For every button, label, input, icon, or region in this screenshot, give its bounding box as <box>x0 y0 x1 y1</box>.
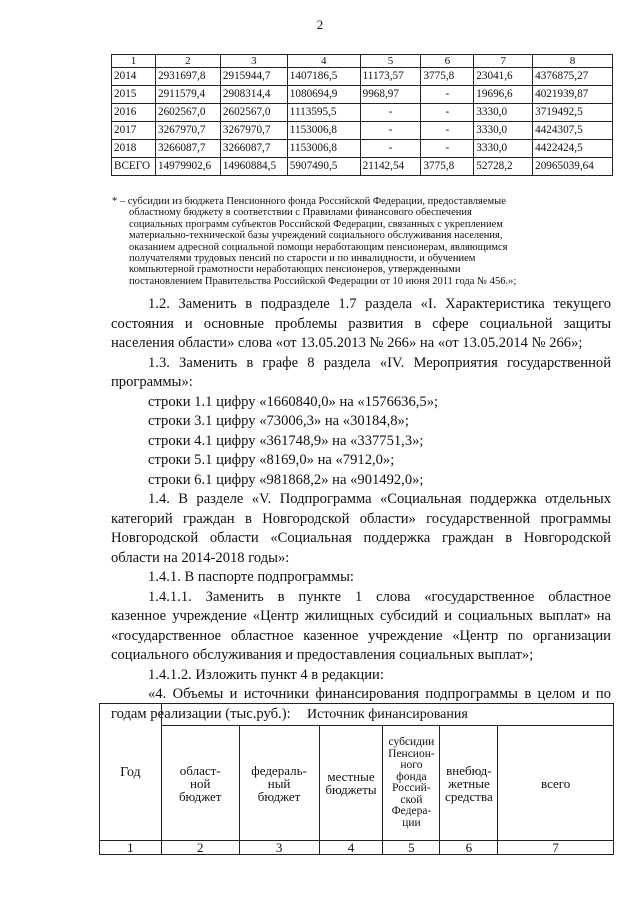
column-header: внебюд- жетные средства <box>440 726 498 841</box>
text-line: 1.2. Заменить в подразделе 1.7 раздела «I. Характеристика текущего <box>148 296 611 312</box>
column-number: 6 <box>440 841 498 855</box>
footnote-line: компьютерной грамотности неработающих пенсионеров, утвержденными <box>129 264 461 276</box>
value-cell: - <box>360 104 421 122</box>
table-row <box>112 86 613 104</box>
value-cell: 3267970,7 <box>220 122 287 140</box>
column-number: 3 <box>239 841 319 855</box>
value-cell: 11173,57 <box>360 68 421 86</box>
column-header: федераль- ный бюджет <box>239 726 319 841</box>
paragraph-1-4-1: 1.4.1. В паспорте подпрограммы: <box>148 569 354 585</box>
value-cell: 2911579,4 <box>155 86 220 104</box>
text-line: области на 2014-2018 годы»: <box>111 549 290 566</box>
replacement-item: строки 6.1 цифру «981868,2» на «901492,0»; <box>148 471 424 488</box>
value-cell: 3719492,5 <box>533 104 613 122</box>
table-row <box>112 104 613 122</box>
text-line: Новгородской области «Социальная поддержка граждан в Новгородской <box>111 530 611 546</box>
value-cell: - <box>421 104 474 122</box>
value-cell: 19696,6 <box>474 86 533 104</box>
text-line: годам реализации (тыс.руб.): <box>111 705 291 722</box>
value-cell: 4021939,87 <box>533 86 613 104</box>
value-cell: 1407186,5 <box>287 68 360 86</box>
replacement-item: строки 1.1 цифру «1660840,0» на «1576636,5»; <box>148 393 439 410</box>
year-cell: 2014 <box>112 68 156 86</box>
text-line: социального обслуживания и предоставления социальных выплат»; <box>111 647 534 663</box>
page-number: 2 <box>316 17 324 32</box>
column-number: 5 <box>383 841 440 855</box>
subprogram-financing-table <box>99 703 614 855</box>
header-cell: 4 <box>287 55 360 68</box>
footnote-line: материально-технической базы учреждений социального обслуживания населения, <box>129 230 503 242</box>
year-cell: 2016 <box>112 104 156 122</box>
replacement-item: строки 4.1 цифру «361748,9» на «337751,3»; <box>148 432 424 449</box>
column-header: местные бюджеты <box>319 726 383 841</box>
value-cell: 3775,8 <box>421 68 474 86</box>
text-line: населения области» слова «от 13.05.2013 № 266» на «от 13.05.2014 № 266»; <box>111 335 583 351</box>
footnote-line: областному бюджету в соответствии с Правилами финансового обеспечения <box>129 207 472 219</box>
year-header: Год <box>100 704 162 841</box>
table-row <box>112 122 613 140</box>
column-number: 7 <box>498 841 614 855</box>
column-number: 4 <box>319 841 383 855</box>
value-cell: 2908314,4 <box>220 86 287 104</box>
text-line: 1.4. В разделе «V. Подпрограмма «Социальная поддержка отдельных <box>148 491 611 507</box>
value-cell: 4376875,27 <box>533 68 613 86</box>
header-cell: 5 <box>360 55 421 68</box>
value-cell: 9968,97 <box>360 86 421 104</box>
text-line: категорий граждан в Новгородской области» государственной программы <box>111 510 611 527</box>
paragraph-1-3 <box>111 354 611 393</box>
footnote-line: * – субсидии из бюджета Пенсионного фонда Российской Федерации, предоставляемые <box>112 196 506 207</box>
value-cell: 2602567,0 <box>220 104 287 122</box>
footnote-line: получателями трудовых пенсий по старости и по инвалидности, и обучением <box>129 253 476 265</box>
value-cell: 2931697,8 <box>155 68 220 86</box>
value-cell: 4424307,5 <box>533 122 613 140</box>
text-line: «государственное областное казенное учреждение «Центр по организации <box>111 627 611 644</box>
year-cell: 2017 <box>112 122 156 140</box>
paragraph-1-4-1-1 <box>111 588 611 666</box>
value-cell: 3775,8 <box>421 158 474 176</box>
paragraph-1-4 <box>111 490 611 568</box>
replacement-item: строки 5.1 цифру «8169,0» на «7912,0»; <box>148 452 395 468</box>
text-line: казенное учреждение «Центр жилищных субсидий и социальных выплат» на <box>111 608 611 624</box>
value-cell: - <box>421 86 474 104</box>
footnote-line: оказанием адресной социальной помощи неработающим пенсионерам, являющимся <box>129 241 508 253</box>
value-cell: 3266087,7 <box>220 140 287 158</box>
value-cell: 3266087,7 <box>155 140 220 158</box>
value-cell: - <box>360 140 421 158</box>
replacement-item: строки 3.1 цифру «73006,3» на «30184,8»; <box>148 413 409 429</box>
value-cell: 3330,0 <box>474 140 533 158</box>
column-header: всего <box>498 726 614 841</box>
year-cell: 2015 <box>112 86 156 104</box>
value-cell: 3267970,7 <box>155 122 220 140</box>
value-cell: 4422424,5 <box>533 140 613 158</box>
header-cell: 6 <box>421 55 474 68</box>
text-line: «4. Объемы и источники финансирования подпрограммы в целом и по <box>148 686 611 702</box>
header-cell: 8 <box>533 55 613 68</box>
column-header: субсидии Пенсион- ного фонда Россий- ской Федера- ции <box>383 726 440 841</box>
table-row <box>112 68 613 86</box>
value-cell: 1153006,8 <box>287 140 360 158</box>
value-cell: 5907490,5 <box>287 158 360 176</box>
header-cell: 2 <box>155 55 220 68</box>
table-header-row <box>112 55 613 68</box>
value-cell: 3330,0 <box>474 122 533 140</box>
header-cell: 7 <box>474 55 533 68</box>
table-row <box>112 140 613 158</box>
text-line: 1.3. Заменить в графе 8 раздела «IV. Мероприятия государственной <box>148 354 611 371</box>
value-cell: 1080694,9 <box>287 86 360 104</box>
value-cell: - <box>421 140 474 158</box>
column-number: 2 <box>161 841 239 855</box>
footnote <box>112 196 612 287</box>
paragraph-1-2 <box>111 295 611 354</box>
value-cell: 20965039,64 <box>533 158 613 176</box>
value-cell: 1153006,8 <box>287 122 360 140</box>
text-line: 1.4.1.1. Заменить в пункте 1 слова «государственное областное <box>148 588 611 605</box>
text-line: программы»: <box>111 374 193 390</box>
value-cell: 14960884,5 <box>220 158 287 176</box>
text-line: состояния и основные проблемы развития в сфере социальной защиты <box>111 315 611 332</box>
value-cell: 52728,2 <box>474 158 533 176</box>
source-header: Источник финансирования <box>161 704 613 726</box>
header-cell: 3 <box>220 55 287 68</box>
footnote-line: постановлением Правительства Российской Федерации от 10 июня 2011 года № 456.»; <box>129 275 517 287</box>
value-cell: - <box>421 122 474 140</box>
financing-table <box>111 54 613 176</box>
year-cell: ВСЕГО <box>112 158 156 176</box>
value-cell: 3330,0 <box>474 104 533 122</box>
value-cell: 1113595,5 <box>287 104 360 122</box>
value-cell: 21142,54 <box>360 158 421 176</box>
column-number: 1 <box>100 841 162 855</box>
year-cell: 2018 <box>112 140 156 158</box>
value-cell: 2602567,0 <box>155 104 220 122</box>
value-cell: 2915944,7 <box>220 68 287 86</box>
replacement-list <box>111 393 611 491</box>
footnote-line: социальных программ субъектов Российской Федерации, связанных с укреплением <box>129 218 503 230</box>
column-header: област- ной бюджет <box>161 726 239 841</box>
value-cell: 14979902,6 <box>155 158 220 176</box>
paragraph-1-4-1-2: 1.4.1.2. Изложить пункт 4 в редакции: <box>148 666 384 683</box>
value-cell: 23041,6 <box>474 68 533 86</box>
header-cell: 1 <box>112 55 156 68</box>
value-cell: - <box>360 122 421 140</box>
table-row <box>112 158 613 176</box>
document-body <box>111 295 611 724</box>
